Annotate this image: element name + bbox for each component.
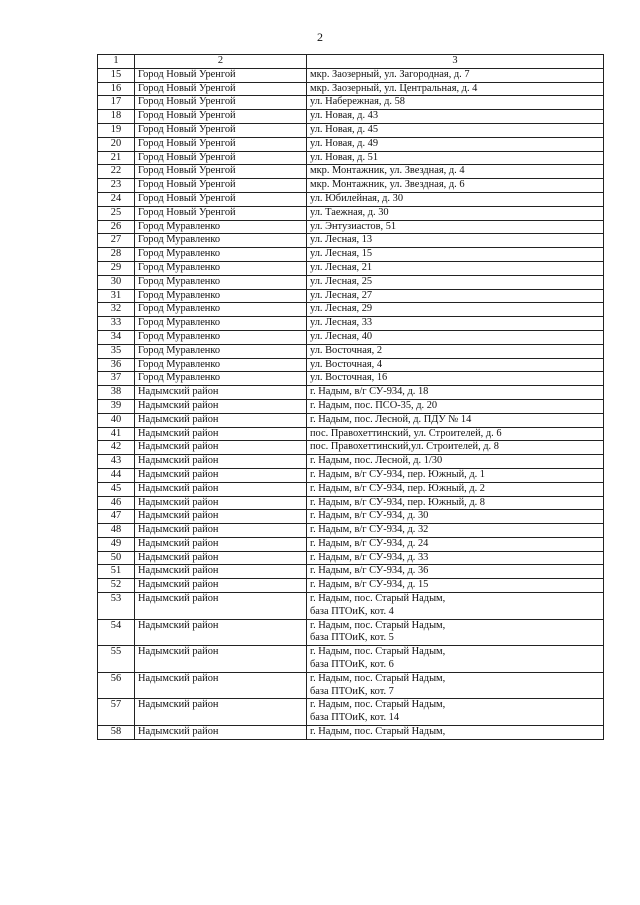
address-line: г. Надым, пос. Старый Надым, [310, 593, 446, 605]
row-address [307, 358, 604, 372]
row-number: 43 [98, 455, 135, 469]
row-address [307, 110, 604, 124]
table-row [98, 165, 604, 179]
address-line: г. Надым, в/г СУ-934, д. 33 [310, 551, 429, 563]
row-number: 51 [98, 565, 135, 579]
address-line: база ПТОиК, кот. 6 [310, 659, 394, 671]
row-address [307, 372, 604, 386]
table-row [98, 330, 604, 344]
row-number: 58 [98, 726, 135, 740]
table-row [98, 261, 604, 275]
page-number: 2 [317, 30, 323, 44]
table-row [98, 579, 604, 593]
address-line: ул. Лесная, 13 [310, 234, 373, 246]
address-line: ул. Лесная, 33 [310, 317, 373, 329]
row-place: Надымский район [135, 496, 307, 510]
table-row [98, 234, 604, 248]
row-number: 42 [98, 441, 135, 455]
row-number: 29 [98, 261, 135, 275]
row-number: 35 [98, 344, 135, 358]
row-place: Город Новый Уренгой [135, 206, 307, 220]
table-row [98, 344, 604, 358]
table-row [98, 372, 604, 386]
address-line: г. Надым, в/г СУ-934, пер. Южный, д. 2 [310, 482, 486, 494]
row-address [307, 524, 604, 538]
row-place: Надымский район [135, 468, 307, 482]
row-number: 49 [98, 537, 135, 551]
row-address [307, 510, 604, 524]
address-line: мкр. Заозерный, ул. Загородная, д. 7 [310, 68, 470, 80]
table-row [98, 275, 604, 289]
row-place: Надымский район [135, 646, 307, 673]
row-address [307, 261, 604, 275]
row-address [307, 646, 604, 673]
row-place: Город Муравленко [135, 317, 307, 331]
row-address [307, 330, 604, 344]
table-body [98, 68, 604, 739]
address-line: ул. Энтузиастов, 51 [310, 220, 397, 232]
row-number: 22 [98, 165, 135, 179]
row-number: 39 [98, 399, 135, 413]
table-row [98, 386, 604, 400]
row-place: Город Новый Уренгой [135, 192, 307, 206]
row-number: 28 [98, 248, 135, 262]
address-line: ул. Лесная, 40 [310, 330, 373, 342]
row-address [307, 537, 604, 551]
address-line: ул. Новая, д. 45 [310, 123, 379, 135]
address-line: ул. Юбилейная, д. 30 [310, 192, 404, 204]
table-row [98, 248, 604, 262]
row-number: 31 [98, 289, 135, 303]
row-number: 54 [98, 619, 135, 646]
row-place: Город Муравленко [135, 248, 307, 262]
address-line: г. Надым, в/г СУ-934, пер. Южный, д. 8 [310, 496, 486, 508]
table-row [98, 399, 604, 413]
address-line: мкр. Монтажник, ул. Звездная, д. 6 [310, 179, 465, 191]
row-place: Надымский район [135, 593, 307, 620]
address-line: ул. Лесная, 15 [310, 248, 373, 260]
address-line: ул. Лесная, 21 [310, 261, 373, 273]
address-line: ул. Восточная, 2 [310, 344, 383, 356]
row-address [307, 96, 604, 110]
row-number: 48 [98, 524, 135, 538]
table-row [98, 192, 604, 206]
row-address [307, 468, 604, 482]
address-line: г. Надым, пос. Старый Надым, [310, 619, 446, 631]
table-row [98, 110, 604, 124]
row-number: 15 [98, 68, 135, 82]
row-place: Город Муравленко [135, 220, 307, 234]
row-number: 21 [98, 151, 135, 165]
row-number: 17 [98, 96, 135, 110]
table-row [98, 151, 604, 165]
row-place: Город Новый Уренгой [135, 82, 307, 96]
row-address [307, 699, 604, 726]
row-number: 45 [98, 482, 135, 496]
row-address [307, 344, 604, 358]
column-header-number: 1 [98, 55, 135, 69]
row-address [307, 137, 604, 151]
address-line: пос. Правохеттинский, ул. Строителей, д. 6 [310, 427, 502, 439]
address-line: ул. Новая, д. 43 [310, 110, 379, 122]
row-place: Город Новый Уренгой [135, 96, 307, 110]
table-row [98, 619, 604, 646]
row-number: 55 [98, 646, 135, 673]
table-row [98, 537, 604, 551]
row-number: 23 [98, 179, 135, 193]
table-row [98, 137, 604, 151]
row-place: Надымский район [135, 482, 307, 496]
row-address [307, 179, 604, 193]
row-place: Город Новый Уренгой [135, 179, 307, 193]
row-address [307, 192, 604, 206]
row-address [307, 427, 604, 441]
row-number: 38 [98, 386, 135, 400]
table-row [98, 551, 604, 565]
row-place: Надымский район [135, 524, 307, 538]
row-place: Надымский район [135, 537, 307, 551]
row-address [307, 482, 604, 496]
address-line: ул. Лесная, 25 [310, 275, 373, 287]
row-address [307, 726, 604, 740]
row-place: Надымский район [135, 672, 307, 699]
table-row [98, 123, 604, 137]
table-row [98, 672, 604, 699]
table-row [98, 303, 604, 317]
address-line: база ПТОиК, кот. 14 [310, 712, 400, 724]
row-address [307, 565, 604, 579]
address-line: г. Надым, пос. Старый Надым, [310, 646, 446, 658]
table-row [98, 593, 604, 620]
row-number: 24 [98, 192, 135, 206]
row-address [307, 234, 604, 248]
row-address [307, 206, 604, 220]
address-line: г. Надым, пос. Старый Надым, [310, 726, 446, 738]
address-line: пос. Правохеттинский,ул. Строителей, д. 8 [310, 441, 499, 453]
address-line: г. Надым, пос. Старый Надым, [310, 699, 446, 711]
row-place: Город Муравленко [135, 303, 307, 317]
table-row [98, 358, 604, 372]
row-address [307, 317, 604, 331]
row-number: 32 [98, 303, 135, 317]
row-place: Надымский район [135, 413, 307, 427]
row-number: 34 [98, 330, 135, 344]
address-line: ул. Восточная, 16 [310, 372, 388, 384]
row-number: 20 [98, 137, 135, 151]
row-place: Город Муравленко [135, 275, 307, 289]
address-line: ул. Набережная, д. 58 [310, 96, 406, 108]
row-place: Надымский район [135, 386, 307, 400]
address-line: база ПТОиК, кот. 5 [310, 632, 394, 644]
row-place: Город Новый Уренгой [135, 151, 307, 165]
row-address [307, 151, 604, 165]
row-place: Надымский район [135, 699, 307, 726]
row-address [307, 123, 604, 137]
row-number: 25 [98, 206, 135, 220]
row-address [307, 248, 604, 262]
row-number: 33 [98, 317, 135, 331]
row-number: 40 [98, 413, 135, 427]
table-row [98, 565, 604, 579]
row-number: 18 [98, 110, 135, 124]
row-place: Надымский район [135, 619, 307, 646]
table-row [98, 179, 604, 193]
address-line: г. Надым, в/г СУ-934, д. 30 [310, 510, 429, 522]
row-address [307, 672, 604, 699]
table-row [98, 496, 604, 510]
address-line: г. Надым, в/г СУ-934, д. 24 [310, 537, 429, 549]
row-address [307, 619, 604, 646]
row-address [307, 551, 604, 565]
table-row [98, 726, 604, 740]
table-row [98, 510, 604, 524]
row-number: 44 [98, 468, 135, 482]
row-place: Город Муравленко [135, 234, 307, 248]
row-place: Надымский район [135, 551, 307, 565]
table-row [98, 455, 604, 469]
address-line: база ПТОиК, кот. 4 [310, 605, 394, 617]
row-place: Надымский район [135, 455, 307, 469]
row-address [307, 165, 604, 179]
table-row [98, 289, 604, 303]
table-row [98, 468, 604, 482]
row-address [307, 441, 604, 455]
row-number: 57 [98, 699, 135, 726]
row-place: Город Новый Уренгой [135, 165, 307, 179]
row-place: Город Муравленко [135, 372, 307, 386]
row-number: 53 [98, 593, 135, 620]
row-number: 27 [98, 234, 135, 248]
address-line: ул. Новая, д. 51 [310, 151, 379, 163]
row-place: Город Новый Уренгой [135, 110, 307, 124]
row-number: 41 [98, 427, 135, 441]
row-number: 16 [98, 82, 135, 96]
row-place: Город Муравленко [135, 330, 307, 344]
row-address [307, 275, 604, 289]
row-address [307, 579, 604, 593]
row-place: Надымский район [135, 427, 307, 441]
row-place: Надымский район [135, 510, 307, 524]
table-row [98, 699, 604, 726]
row-place: Надымский район [135, 565, 307, 579]
address-line: г. Надым, в/г СУ-934, д. 36 [310, 565, 429, 577]
row-number: 36 [98, 358, 135, 372]
row-place: Надымский район [135, 441, 307, 455]
row-address [307, 455, 604, 469]
row-address [307, 303, 604, 317]
row-place: Город Новый Уренгой [135, 68, 307, 82]
row-place: Город Муравленко [135, 289, 307, 303]
table-header-row [98, 55, 604, 69]
row-address [307, 68, 604, 82]
row-number: 26 [98, 220, 135, 234]
row-address [307, 386, 604, 400]
table-row [98, 68, 604, 82]
row-number: 37 [98, 372, 135, 386]
address-line: г. Надым, в/г СУ-934, пер. Южный, д. 1 [310, 468, 486, 480]
row-place: Город Новый Уренгой [135, 123, 307, 137]
row-number: 46 [98, 496, 135, 510]
row-number: 50 [98, 551, 135, 565]
address-line: ул. Лесная, 29 [310, 303, 373, 315]
address-line: ул. Восточная, 4 [310, 358, 383, 370]
row-place: Город Новый Уренгой [135, 137, 307, 151]
row-place: Город Муравленко [135, 344, 307, 358]
row-place: Город Муравленко [135, 261, 307, 275]
row-place: Надымский район [135, 579, 307, 593]
table-row [98, 317, 604, 331]
address-line: г. Надым, в/г СУ-934, д. 32 [310, 524, 429, 536]
address-line: мкр. Заозерный, ул. Центральная, д. 4 [310, 82, 478, 94]
row-address [307, 82, 604, 96]
table-row [98, 96, 604, 110]
address-line: ул. Таежная, д. 30 [310, 206, 389, 218]
column-header-address: 3 [307, 55, 604, 69]
table-row [98, 206, 604, 220]
table-row [98, 413, 604, 427]
table-row [98, 82, 604, 96]
row-number: 52 [98, 579, 135, 593]
address-line: г. Надым, пос. Лесной, д. ПДУ № 14 [310, 413, 472, 425]
address-line: г. Надым, в/г СУ-934, д. 15 [310, 579, 429, 591]
row-address [307, 289, 604, 303]
address-line: ул. Лесная, 27 [310, 289, 373, 301]
table-row [98, 441, 604, 455]
table-row [98, 220, 604, 234]
row-number: 19 [98, 123, 135, 137]
address-line: г. Надым, пос. ПСО-35, д. 20 [310, 399, 438, 411]
row-address [307, 399, 604, 413]
row-number: 47 [98, 510, 135, 524]
address-line: ул. Новая, д. 49 [310, 137, 379, 149]
address-line: база ПТОиК, кот. 7 [310, 685, 394, 697]
table-row [98, 482, 604, 496]
table-row [98, 524, 604, 538]
row-address [307, 220, 604, 234]
table-row [98, 427, 604, 441]
row-place: Надымский район [135, 399, 307, 413]
row-number: 56 [98, 672, 135, 699]
row-place: Город Муравленко [135, 358, 307, 372]
table-row [98, 646, 604, 673]
row-address [307, 496, 604, 510]
row-number: 30 [98, 275, 135, 289]
row-address [307, 593, 604, 620]
row-address [307, 413, 604, 427]
row-place: Надымский район [135, 726, 307, 740]
column-header-place: 2 [135, 55, 307, 69]
address-line: г. Надым, в/г СУ-934, д. 18 [310, 386, 429, 398]
address-line: мкр. Монтажник, ул. Звездная, д. 4 [310, 165, 465, 177]
address-line: г. Надым, пос. Лесной, д. 1/30 [310, 455, 443, 467]
address-table [97, 54, 604, 740]
address-line: г. Надым, пос. Старый Надым, [310, 672, 446, 684]
